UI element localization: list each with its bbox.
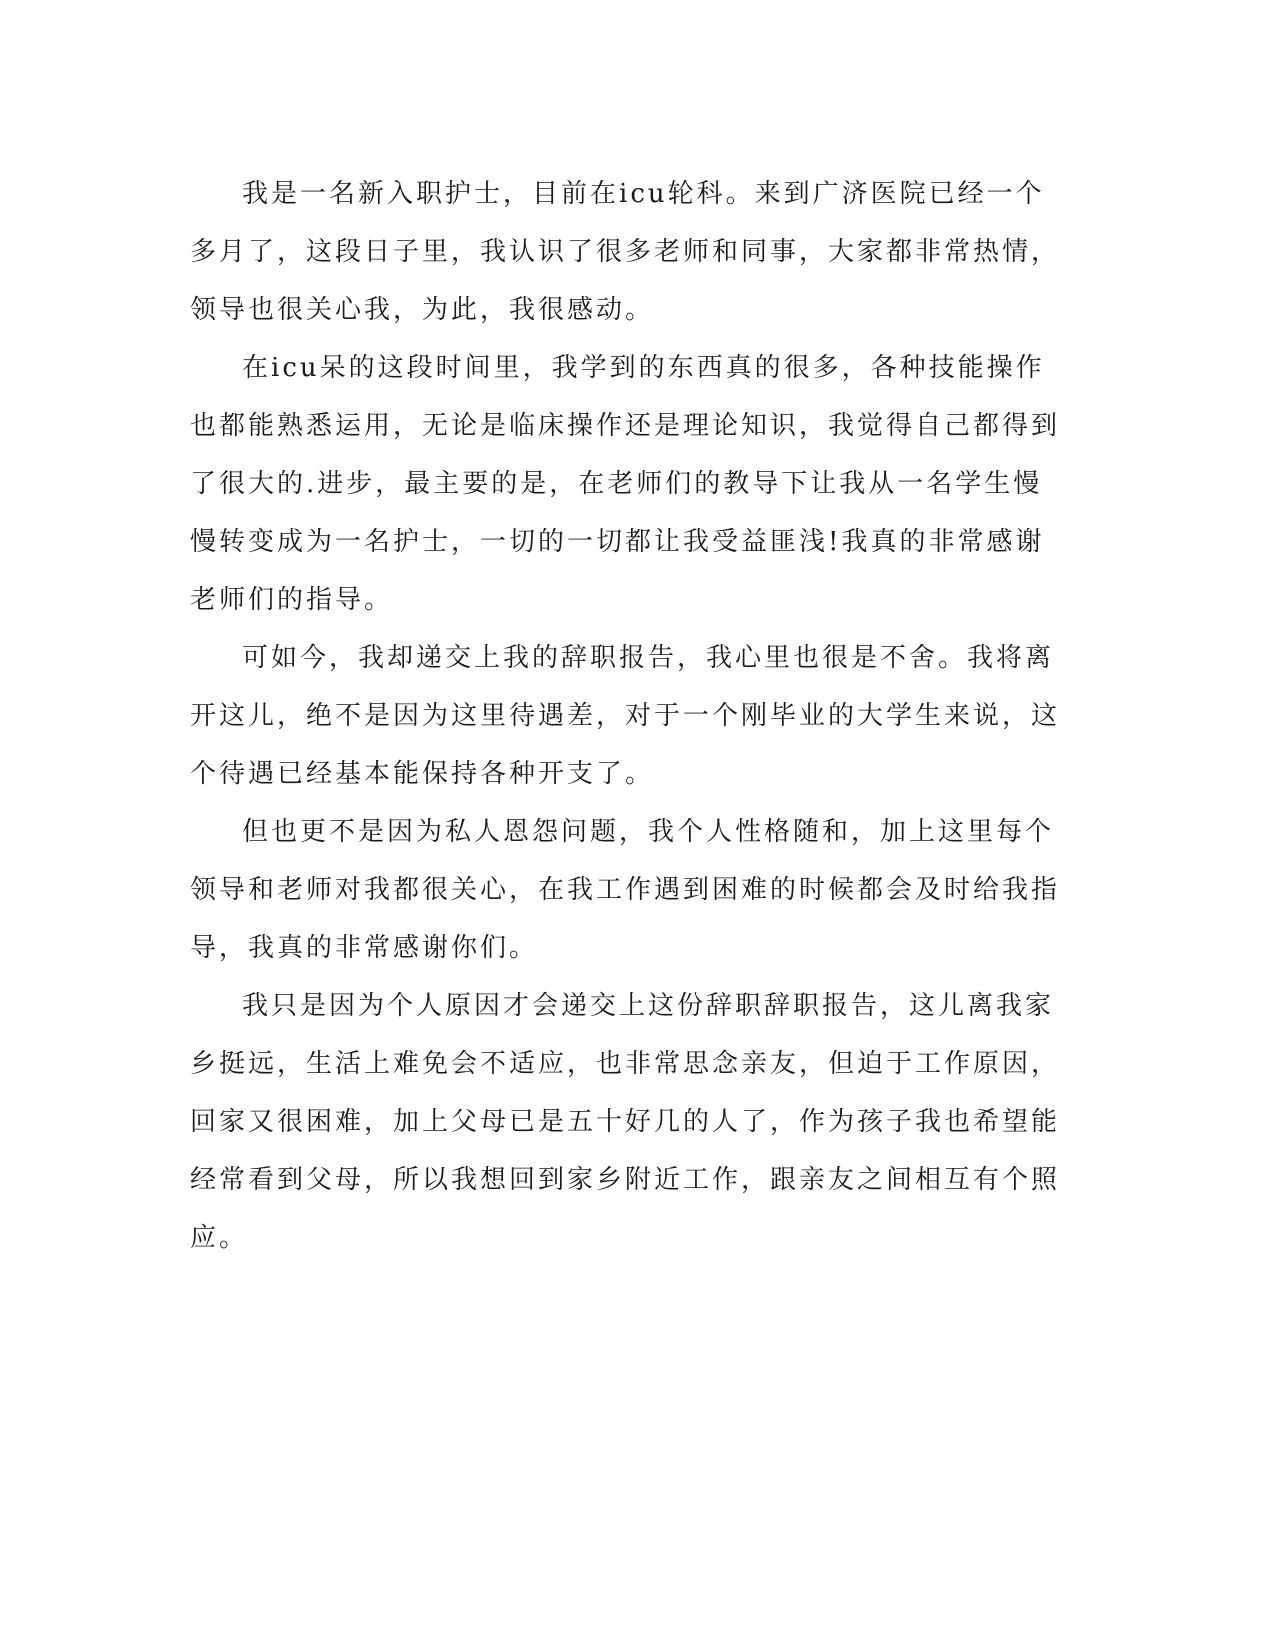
paragraph-3: 可如今，我却递交上我的辞职报告，我心里也很是不舍。我将离开这儿，绝不是因为这里待遇差，对于一个刚毕业的大学生来说，这个待遇已经基本能保持各种开支了。 bbox=[190, 643, 1061, 789]
paragraph-2: 在icu呆的这段时间里，我学到的东西真的很多，各种技能操作也都能熟悉运用，无论是临床操作还是理论知识，我觉得自己都得到了很大的.进步，最主要的是，在老师们的教导下让我从一名学生慢慢转变成为一名护士，一切的一切都让我受益匪浅!我真的非常感谢老师们的指导。 bbox=[190, 353, 1061, 615]
paragraph-5: 我只是因为个人原因才会递交上这份辞职辞职报告，这儿离我家乡挺远，生活上难免会不适应，也非常思念亲友，但迫于工作原因，回家又很困难，加上父母已是五十好几的人了，作为孩子我也希望能经常看到父母，所以我想回到家乡附近工作，跟亲友之间相互有个照应。 bbox=[190, 991, 1061, 1253]
document-body bbox=[190, 165, 1070, 1267]
paragraph-1: 我是一名新入职护士，目前在icu轮科。来到广济医院已经一个多月了，这段日子里，我认识了很多老师和同事，大家都非常热情，领导也很关心我，为此，我很感动。 bbox=[190, 179, 1061, 325]
paragraph-4: 但也更不是因为私人恩怨问题，我个人性格随和，加上这里每个领导和老师对我都很关心，在我工作遇到困难的时候都会及时给我指导，我真的非常感谢你们。 bbox=[190, 817, 1061, 963]
